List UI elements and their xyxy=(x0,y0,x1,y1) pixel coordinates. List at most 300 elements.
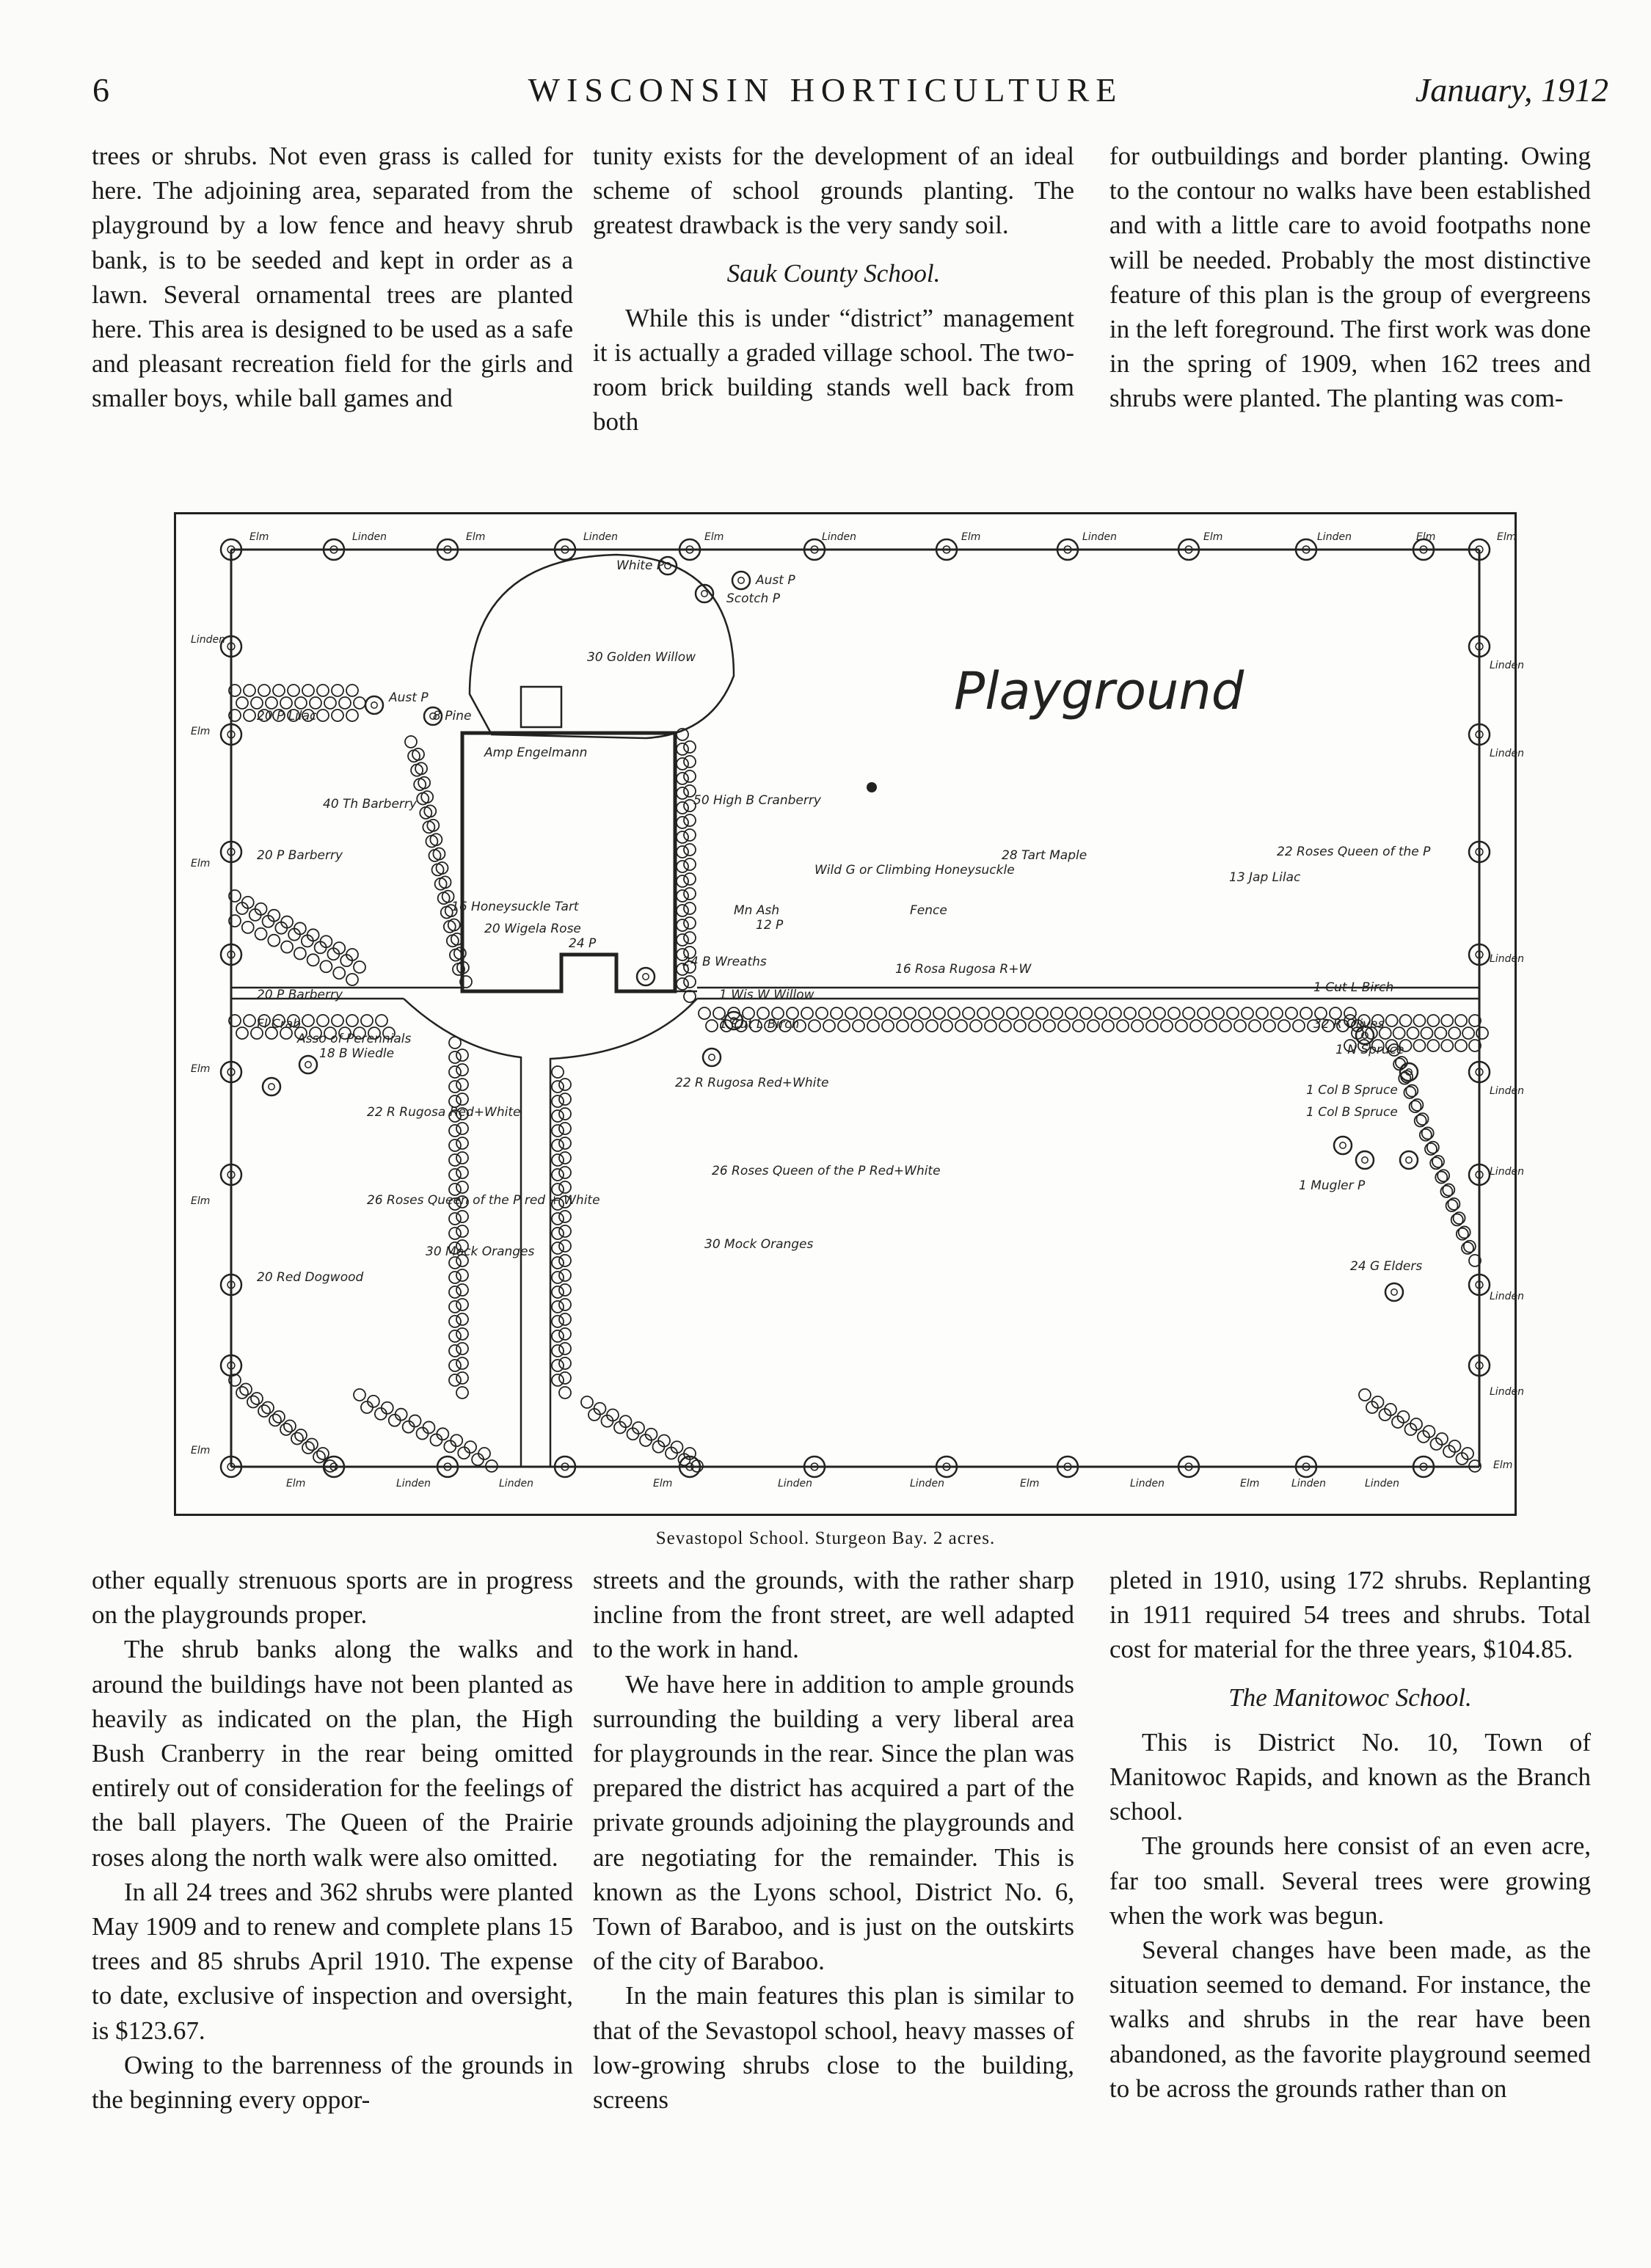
shrub-symbol xyxy=(552,1257,564,1269)
shrub-symbol xyxy=(1139,1007,1151,1019)
shrub-symbol xyxy=(1146,1020,1158,1032)
border-tree-label: Elm xyxy=(961,531,981,543)
shrub-symbol xyxy=(1212,1007,1224,1019)
shrub-symbol xyxy=(559,1225,571,1237)
shrub-symbol xyxy=(361,1015,373,1027)
planting-label: 24 P xyxy=(569,936,597,951)
shrub-symbol xyxy=(559,1108,571,1120)
planting-label: Scotch P xyxy=(726,591,780,606)
planting-label: 1 Col B Spruce xyxy=(1306,1105,1398,1120)
planting-label: Asso of Perennials xyxy=(297,1032,412,1046)
shrub-symbol xyxy=(816,1007,828,1019)
planting-label: 28 Tart Maple xyxy=(1002,848,1087,863)
shrub-symbol xyxy=(302,685,314,696)
border-tree-label: Linden xyxy=(1490,660,1524,671)
shrub-symbol xyxy=(684,888,696,900)
shrub-symbol xyxy=(415,762,427,774)
shrub-symbol xyxy=(244,1015,255,1027)
shrub-symbol xyxy=(427,820,439,831)
shrub-symbol xyxy=(1065,1007,1077,1019)
shrub-symbol xyxy=(354,697,365,709)
border-tree-label: Linden xyxy=(1490,1291,1524,1302)
shrub-symbol xyxy=(1435,1027,1446,1039)
shrub-symbol xyxy=(552,1154,564,1166)
border-tree-label: Elm xyxy=(1203,531,1223,543)
shrub-symbol xyxy=(684,991,696,1002)
shrub-symbol xyxy=(559,1328,571,1340)
shrub-symbol xyxy=(559,1255,571,1266)
shrub-symbol xyxy=(1058,1020,1070,1032)
shrub-symbol xyxy=(332,710,343,721)
border-tree-label: Linden xyxy=(1365,1478,1399,1489)
shrub-symbol xyxy=(1462,1027,1474,1039)
tree-center xyxy=(738,577,744,583)
shrub-symbol xyxy=(1278,1020,1290,1032)
shrub-symbol xyxy=(677,934,688,946)
paragraph: pleted in 1910, using 172 shrubs. Replanting in 1911 required 54 trees and shrubs. Total cost for material for the three years, $104.85. xyxy=(1109,1566,1591,1664)
tree-center xyxy=(709,1054,715,1060)
shrub-symbol xyxy=(684,770,696,782)
shrub-symbol xyxy=(346,974,358,985)
planting-label: 16 Rosa Rugosa R+W xyxy=(895,962,1032,977)
bottom-columns-3 xyxy=(1109,1563,1591,2106)
planting-label: 26 Roses Queen of the P red + White xyxy=(367,1193,600,1208)
shrub-symbol xyxy=(1014,1020,1026,1032)
border-tree-label: Elm xyxy=(1493,1459,1513,1471)
shrub-symbol xyxy=(421,791,433,803)
shrub-symbol xyxy=(552,1272,564,1283)
planting-label: 22 R Rugosa Red+White xyxy=(675,1076,829,1090)
shrub-symbol xyxy=(1073,1020,1085,1032)
shrub-symbol xyxy=(456,1357,468,1369)
shrub-symbol xyxy=(1198,1007,1209,1019)
shrub-symbol xyxy=(677,875,688,887)
shrub-symbol xyxy=(376,1015,387,1027)
border-tree-label: Elm xyxy=(1416,531,1436,543)
border-tree-label: Linden xyxy=(499,1478,533,1489)
shrub-symbol xyxy=(677,802,688,814)
planting-label: 20 P Barberry xyxy=(257,848,343,863)
shrub-symbol xyxy=(1220,1020,1231,1032)
shrub-symbol xyxy=(456,1049,468,1061)
shrub-symbol xyxy=(405,736,417,748)
shrub-symbol xyxy=(559,1284,571,1296)
shrub-symbol xyxy=(1441,1040,1453,1051)
planting-label: 30 Mock Oranges xyxy=(704,1237,814,1252)
shrub-symbol xyxy=(801,1007,813,1019)
planting-label: 1 N Spruce xyxy=(1335,1043,1404,1057)
shrub-symbol xyxy=(699,1007,710,1019)
shrub-symbol xyxy=(684,814,696,826)
tree-symbol xyxy=(263,1078,280,1095)
shrub-symbol xyxy=(456,1079,468,1090)
shrub-symbol xyxy=(897,1020,908,1032)
paragraph: The shrub banks along the walks and around the buildings have not been planted as heavily as indicated on the plan, the High Bush Cranberry in the rear being omitted entirely out of consideration for the feelings of the ball players. The Queen of the Prairie roses along the north walk were also omitted. xyxy=(92,1635,573,1872)
shrub-symbol xyxy=(552,1066,564,1078)
planting-plan-drawing xyxy=(176,514,1524,1514)
border-tree-label: Linden xyxy=(1490,748,1524,759)
shrub-symbol xyxy=(559,1079,571,1090)
shrub-symbol xyxy=(559,1313,571,1325)
shrub-symbol xyxy=(559,1152,571,1164)
shrub-symbol xyxy=(559,1357,571,1369)
shrub-symbol xyxy=(1271,1007,1283,1019)
shrub-symbol xyxy=(831,1007,842,1019)
shrub-symbol xyxy=(449,1286,461,1298)
shrub-symbol xyxy=(332,1015,343,1027)
planting-label: Amp Engelmann xyxy=(484,745,588,760)
shrub-symbol xyxy=(677,743,688,755)
shrub-symbol xyxy=(317,1448,329,1459)
shrub-symbol xyxy=(307,954,319,966)
border-tree-label: Linden xyxy=(352,531,387,543)
shrub-symbol xyxy=(449,1140,461,1151)
shrub-symbol xyxy=(1427,1040,1439,1051)
shrub-symbol xyxy=(1407,1027,1419,1039)
shrub-symbol xyxy=(1413,1040,1425,1051)
shrub-symbol xyxy=(306,1439,318,1451)
shrub-symbol xyxy=(449,1345,461,1357)
shrub-symbol xyxy=(310,697,321,709)
shrub-symbol xyxy=(1300,1007,1312,1019)
tree-symbol xyxy=(1400,1151,1418,1169)
shrub-symbol xyxy=(449,1301,461,1313)
school-building xyxy=(462,733,675,991)
shrub-symbol xyxy=(433,848,445,860)
planting-label: 26 Roses Queen of the P Red+White xyxy=(712,1164,941,1178)
shrub-symbol xyxy=(281,941,293,953)
tree-symbol xyxy=(1334,1137,1352,1154)
border-tree-label: Linden xyxy=(1490,953,1524,965)
shrub-symbol xyxy=(244,710,255,721)
shrub-symbol xyxy=(418,777,430,789)
border-tree-label: Linden xyxy=(583,531,618,543)
tree-center xyxy=(1362,1157,1368,1163)
shrub-symbol xyxy=(1043,1020,1055,1032)
shrub-symbol xyxy=(291,1433,303,1445)
paragraph: This is District No. 10, Town of Manitowoc Rapids, and known as the Branch school. xyxy=(1109,1727,1591,1826)
border-tree-label: Elm xyxy=(191,858,211,869)
planting-label: Fence xyxy=(910,903,947,918)
planting-label: 1 Cut L Birch xyxy=(719,1017,800,1032)
shrub-symbol xyxy=(559,1372,571,1384)
planting-label: 1 Col B Spruce xyxy=(1306,1083,1398,1098)
shrub-symbol xyxy=(284,1421,296,1432)
shrub-symbol xyxy=(684,741,696,753)
shrub-symbol xyxy=(1448,1027,1460,1039)
paragraph: We have here in addition to ample grounds surrounding the building a very liberal area for playgrounds in the rear. Since the plan was prepared the district has acquired a part of the private grounds adjoining the playgrounds and are negotiating for the remainder. This is known as the Lyons school, District No. 6, Town of Baraboo, and is just on the outskirts of the city of Baraboo. xyxy=(593,1669,1074,1976)
shrub-symbol xyxy=(449,1360,461,1371)
shrub-symbol xyxy=(992,1007,1004,1019)
shrub-symbol xyxy=(1427,1015,1439,1027)
shrub-symbol xyxy=(1264,1020,1275,1032)
shrub-symbol xyxy=(449,1316,461,1327)
shrub-symbol xyxy=(677,817,688,828)
shrub-symbol xyxy=(456,1328,468,1340)
shrub-symbol xyxy=(302,1442,314,1454)
tree-symbol xyxy=(1356,1151,1374,1169)
shrub-symbol xyxy=(313,1451,325,1463)
shrub-symbol xyxy=(449,1081,461,1093)
paragraph: streets and the grounds, with the rather sharp incline from the front street, are well adapted to the work in hand. xyxy=(593,1566,1074,1664)
shrub-symbol xyxy=(1080,1007,1092,1019)
top-columns-2 xyxy=(593,139,1074,440)
issue-date: January, 1912 xyxy=(1415,71,1608,109)
top-columns-3 xyxy=(1109,139,1591,416)
shrub-symbol xyxy=(449,1066,461,1078)
shrub-symbol xyxy=(684,903,696,914)
planting-label: Fl Crab xyxy=(257,1017,301,1032)
shrub-symbol xyxy=(1007,1007,1018,1019)
shrub-symbol xyxy=(430,834,442,845)
shrub-symbol xyxy=(288,685,299,696)
shrub-symbol xyxy=(823,1020,835,1032)
shrub-symbol xyxy=(449,1051,461,1063)
shrub-symbol xyxy=(456,1343,468,1354)
walk-line xyxy=(550,999,697,1467)
paragraph: The grounds here consist of an even acre, far too small. Several trees were growing when the work was begun. xyxy=(1109,1831,1591,1930)
planting-label: 24 G Elders xyxy=(1350,1259,1423,1274)
planting-label: 50 High B Cranberry xyxy=(693,793,821,808)
shrub-symbol xyxy=(985,1020,996,1032)
shrub-symbol xyxy=(1131,1020,1143,1032)
shrub-symbol xyxy=(449,1125,461,1137)
shrub-symbol xyxy=(456,1137,468,1149)
shrub-symbol xyxy=(456,1167,468,1178)
shrub-symbol xyxy=(339,697,351,709)
shrub-symbol xyxy=(456,1064,468,1076)
planting-label: 13 Jap Lilac xyxy=(1229,870,1301,885)
shrub-symbol xyxy=(955,1020,967,1032)
shrub-symbol xyxy=(882,1020,894,1032)
shrub-symbol xyxy=(684,858,696,870)
shrub-symbol xyxy=(456,1181,468,1193)
shrub-symbol xyxy=(911,1020,923,1032)
shrub-symbol xyxy=(684,756,696,767)
planting-label: 30 Golden Willow xyxy=(587,650,696,665)
border-tree-label: Linden xyxy=(778,1478,812,1489)
shrub-symbol xyxy=(346,1015,358,1027)
shrub-symbol xyxy=(247,1396,259,1408)
border-tree-label: Elm xyxy=(249,531,269,543)
shrub-symbol xyxy=(294,947,306,959)
shrub-symbol xyxy=(1286,1007,1297,1019)
willow-bed-outline xyxy=(470,555,734,738)
shrub-symbol xyxy=(324,697,336,709)
shrub-symbol xyxy=(449,1374,461,1386)
shrub-symbol xyxy=(1441,1015,1453,1027)
planting-label: 20 Red Dogwood xyxy=(257,1270,364,1285)
page-header xyxy=(0,70,1651,122)
planting-label: 1 Wis W Willow xyxy=(719,988,814,1002)
shrub-symbol xyxy=(258,685,270,696)
shrub-symbol xyxy=(448,919,460,931)
shrub-symbol xyxy=(684,917,696,929)
paragraph: other equally strenuous sports are in progress on the playgrounds proper. xyxy=(92,1566,573,1630)
playground-label: Playground xyxy=(954,661,1244,721)
bottom-columns-1 xyxy=(92,1563,573,2117)
shrub-symbol xyxy=(919,1007,930,1019)
shrub-symbol xyxy=(552,1110,564,1122)
shrub-symbol xyxy=(320,960,332,972)
shrub-symbol xyxy=(875,1007,886,1019)
shrub-symbol xyxy=(684,976,696,988)
paragraph: tunity exists for the development of an ideal scheme of school grounds planting. The greatest drawback is the very sandy soil. xyxy=(593,142,1074,240)
shrub-symbol xyxy=(295,697,307,709)
shrub-symbol xyxy=(1051,1007,1063,1019)
planting-label: 16 Honeysuckle Tart xyxy=(451,900,579,914)
shrub-symbol xyxy=(236,1027,248,1039)
tree-center xyxy=(643,974,649,980)
shrub-symbol xyxy=(845,1007,857,1019)
shrub-symbol xyxy=(559,1343,571,1354)
shrub-symbol xyxy=(889,1007,901,1019)
shrub-symbol xyxy=(302,1015,314,1027)
shrub-symbol xyxy=(684,829,696,841)
border-tree-label: Linden xyxy=(1317,531,1352,543)
shrub-symbol xyxy=(456,1225,468,1237)
shrub-symbol xyxy=(552,1228,564,1239)
shrub-symbol xyxy=(559,1269,571,1281)
shrub-symbol xyxy=(1393,1027,1405,1039)
shrub-symbol xyxy=(1227,1007,1239,1019)
shrub-symbol xyxy=(552,1213,564,1225)
shrub-symbol xyxy=(268,935,280,947)
border-tree-label: Linden xyxy=(396,1478,431,1489)
section-subheading: The Manitowoc School. xyxy=(1228,1682,1472,1712)
shrub-symbol xyxy=(280,1423,292,1435)
border-tree-label: Linden xyxy=(1490,1085,1524,1097)
shrub-symbol xyxy=(456,1387,468,1399)
shrub-symbol xyxy=(1029,1020,1040,1032)
shrub-symbol xyxy=(559,1093,571,1105)
border-tree-label: Linden xyxy=(822,531,856,543)
shrub-symbol xyxy=(1421,1027,1432,1039)
planting-label: Aust P xyxy=(756,573,795,588)
shrub-symbol xyxy=(346,685,358,696)
tree-center xyxy=(1340,1142,1346,1148)
page-number: 6 xyxy=(92,71,109,109)
shrub-symbol xyxy=(867,1020,879,1032)
paragraph: Several changes have been made, as the situation seemed to demand. For instance, the walks and shrubs in the rear have been abandoned, as the favorite playground seemed to be across the grounds rather than on xyxy=(1109,1936,1591,2103)
planting-label: 30 Mock Oranges xyxy=(426,1244,535,1259)
shrub-symbol xyxy=(456,1152,468,1164)
shrub-symbol xyxy=(1205,1020,1217,1032)
shrub-symbol xyxy=(963,1007,974,1019)
shrub-symbol xyxy=(677,787,688,799)
shrub-symbol xyxy=(933,1007,945,1019)
shrub-symbol xyxy=(456,1123,468,1134)
shrub-symbol xyxy=(1413,1015,1425,1027)
border-tree-label: Elm xyxy=(191,1063,211,1075)
border-tree-label: Elm xyxy=(1240,1478,1260,1489)
shrub-symbol xyxy=(1256,1007,1268,1019)
shrub-symbol xyxy=(559,1167,571,1178)
shrub-symbol xyxy=(258,1405,270,1417)
planting-label: 32 R Olives xyxy=(1313,1017,1385,1032)
shrub-symbol xyxy=(280,697,292,709)
border-tree-label: Linden xyxy=(910,1478,944,1489)
shrub-symbol xyxy=(1021,1007,1033,1019)
border-tree-label: Linden xyxy=(1082,531,1117,543)
border-tree-label: Elm xyxy=(466,531,486,543)
shrub-symbol xyxy=(552,1081,564,1093)
border-tree-label: Linden xyxy=(1490,1166,1524,1178)
bottom-columns-2 xyxy=(593,1563,1074,2117)
shrub-symbol xyxy=(559,1240,571,1252)
shrub-symbol xyxy=(273,1411,285,1423)
shrub-symbol xyxy=(1036,1007,1048,1019)
shrub-symbol xyxy=(677,846,688,858)
shrub-symbol xyxy=(1176,1020,1187,1032)
shrub-symbol xyxy=(456,1313,468,1325)
shrub-symbol xyxy=(999,1020,1011,1032)
tree-center xyxy=(1391,1289,1397,1295)
shrub-symbol xyxy=(266,697,277,709)
planting-label: 1 Mugler P xyxy=(1299,1178,1366,1193)
tree-center xyxy=(701,591,707,597)
shrub-symbol xyxy=(677,773,688,784)
shrub-symbol xyxy=(346,710,358,721)
paragraph: While this is under “district” management it is actually a graded village school. The two-room brick building stands well back from both xyxy=(593,303,1074,437)
shrub-symbol xyxy=(948,1007,960,1019)
shrub-symbol xyxy=(559,1387,571,1399)
shrub-symbol xyxy=(809,1020,820,1032)
shrub-symbol xyxy=(251,697,263,709)
shrub-symbol xyxy=(1153,1007,1165,1019)
border-tree-label: Linden xyxy=(1291,1478,1326,1489)
shrub-symbol xyxy=(1095,1007,1107,1019)
border-tree-label: Elm xyxy=(1497,531,1517,543)
shrub-symbol xyxy=(552,1286,564,1298)
shrub-symbol xyxy=(1183,1007,1195,1019)
shrub-symbol xyxy=(449,1037,461,1049)
planting-label: 20 P Barberry xyxy=(257,988,343,1002)
journal-title: WISCONSIN HORTICULTURE xyxy=(528,71,1123,109)
shrub-symbol xyxy=(684,932,696,944)
planting-label: 20 P Lilac xyxy=(257,709,317,723)
paragraph: In the main features this plan is similar to that of the Sevastopol school, heavy masses of low-growing shrubs close to the building, screens xyxy=(593,1981,1074,2115)
shrub-symbol xyxy=(926,1020,938,1032)
border-tree-label: Elm xyxy=(704,531,724,543)
tree-center xyxy=(305,1062,311,1068)
planting-label: 1 Cut L Birch xyxy=(1313,980,1394,995)
shrub-symbol xyxy=(251,1393,263,1404)
shrub-symbol xyxy=(684,844,696,856)
shrub-symbol xyxy=(1293,1020,1305,1032)
shrub-symbol xyxy=(1476,1027,1488,1039)
shrub-symbol xyxy=(242,922,254,933)
paragraph: In all 24 trees and 362 shrubs were planted May 1909 and to renew and complete plans 15 trees and 85 shrubs April 1910. The expense to date, exclusive of inspection and oversight, is $123.67. xyxy=(92,1877,573,2045)
tree-symbol xyxy=(365,696,383,714)
shrub-symbol xyxy=(1242,1007,1253,1019)
tree-symbol xyxy=(637,968,655,985)
planting-plan-figure xyxy=(174,512,1524,1516)
border-tree-label: Elm xyxy=(191,1445,211,1456)
plan-dot xyxy=(867,782,877,792)
shrub-symbol xyxy=(677,919,688,931)
shrub-symbol xyxy=(1109,1007,1121,1019)
planting-label: 22 R Rugosa Red+White xyxy=(367,1105,521,1120)
outbuilding xyxy=(521,687,561,727)
shrub-symbol xyxy=(440,876,451,888)
shrub-symbol xyxy=(552,1242,564,1254)
shrub-symbol xyxy=(456,1211,468,1222)
shrub-symbol xyxy=(240,1384,252,1396)
shrub-symbol xyxy=(333,967,345,979)
tree-symbol xyxy=(1385,1283,1403,1301)
shrub-symbol xyxy=(677,861,688,872)
